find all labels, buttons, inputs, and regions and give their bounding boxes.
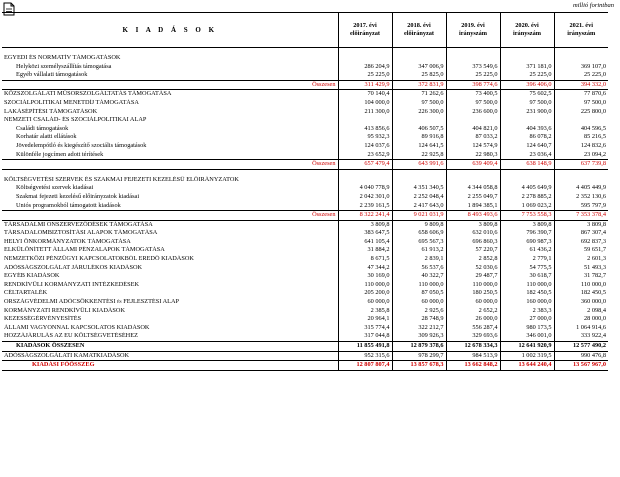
row-value: 236 600,0 xyxy=(446,108,500,117)
row-label: Szakmai fejezeti kezelésű előirányzatok kiadásai xyxy=(16,192,140,200)
row-label: Jövedelempótló és kiegészítő szociális támogatások xyxy=(16,141,147,149)
row-value: 396 406,0 xyxy=(500,80,554,90)
row-value: 658 606,9 xyxy=(392,229,446,238)
row-value: 31 782,7 xyxy=(554,272,608,281)
table-row xyxy=(2,307,608,316)
row-value: 47 344,2 xyxy=(338,264,392,273)
row-value: 25 825,0 xyxy=(392,71,446,80)
row-value: 25 225,0 xyxy=(500,71,554,80)
row-value: 12 678 334,3 xyxy=(446,342,500,352)
row-label: TÁRSADALMI ONSZERVEZŐDÉSEK TÁMOGATÁSA xyxy=(4,220,153,228)
row-value: 13 662 848,2 xyxy=(446,361,500,371)
row-value: 20 964,1 xyxy=(338,315,392,324)
table-row xyxy=(2,342,608,352)
row-value: 2 925,6 xyxy=(392,307,446,316)
row-value: 29 487,7 xyxy=(446,272,500,281)
row-label: ADÓSSÁGSZOLGÁLAT JÁRULÉKOS KIADÁSOK xyxy=(4,263,143,271)
row-label: Korhatár alatti ellátások xyxy=(16,133,77,141)
row-value: 2 252 048,4 xyxy=(392,193,446,202)
header-row xyxy=(2,13,608,48)
row-label: HOZZÁJÁRULÁS AZ EU KÖLTSÉGVETÉSÉHEZ xyxy=(4,332,138,340)
row-value: 110 000,0 xyxy=(392,281,446,290)
row-value: 413 856,6 xyxy=(338,125,392,134)
row-value: 56 537,6 xyxy=(392,264,446,273)
table-row xyxy=(2,63,608,72)
row-value: 3 809,8 xyxy=(446,220,500,229)
row-value: 639 409,4 xyxy=(446,160,500,170)
row-value: 23 036,4 xyxy=(500,151,554,160)
row-value: 226 300,0 xyxy=(392,108,446,117)
table-row xyxy=(2,272,608,281)
row-value: 87 033,2 xyxy=(446,133,500,142)
row-value: 60 000,0 xyxy=(392,298,446,307)
row-value: 77 870,6 xyxy=(554,90,608,99)
row-label: TÁRSADALOMBIZTOSÍTÁSI ALAPOK TÁMOGATÁSA xyxy=(4,229,158,237)
table-row xyxy=(2,54,608,63)
table-row xyxy=(2,193,608,202)
table-row xyxy=(2,238,608,247)
row-value: 71 262,6 xyxy=(392,90,446,99)
row-value: 404 821,0 xyxy=(446,125,500,134)
table-row xyxy=(2,184,608,193)
row-value: 4 405 449,9 xyxy=(554,184,608,193)
row-value: 4 040 778,9 xyxy=(338,184,392,193)
row-value: 28 748,9 xyxy=(392,315,446,324)
row-value: 124 641,5 xyxy=(392,142,446,151)
row-value: 97 500,0 xyxy=(554,99,608,108)
table-row xyxy=(2,99,608,108)
row-value: 333 922,4 xyxy=(554,332,608,341)
row-value: 70 140,4 xyxy=(338,90,392,99)
row-label: KEZESSÉGÉRVÉNYESÍTÉS xyxy=(4,315,82,323)
row-label: RENDKÍVÜLI KORMÁNYZATI INTÉZKEDÉSEK xyxy=(4,280,140,288)
row-label: EGYEDI ÉS NORMATÍV TÁMOGATÁSOK xyxy=(4,54,121,61)
row-value: 2 779,1 xyxy=(500,255,554,264)
row-value: 13 644 240,4 xyxy=(500,361,554,371)
table-row xyxy=(2,220,608,229)
row-value: 690 987,3 xyxy=(500,238,554,247)
row-label: Uniós programokból támogatott kiadások xyxy=(16,201,121,209)
table-row xyxy=(2,71,608,80)
row-value: 404 393,6 xyxy=(500,125,554,134)
row-value: 2 278 885,2 xyxy=(500,193,554,202)
row-value xyxy=(446,116,500,125)
row-value: 12 577 490,2 xyxy=(554,342,608,352)
row-value: 394 332,0 xyxy=(554,80,608,90)
table-row xyxy=(2,90,608,99)
unit-note: millió forintban xyxy=(573,2,614,9)
row-value: 23 652,9 xyxy=(338,151,392,160)
row-value: 52 030,6 xyxy=(446,264,500,273)
row-value: 692 837,3 xyxy=(554,238,608,247)
row-value: 346 001,0 xyxy=(500,332,554,341)
row-value: 95 932,3 xyxy=(338,133,392,142)
row-value: 23 094,2 xyxy=(554,151,608,160)
row-value: 4 405 649,9 xyxy=(500,184,554,193)
col-header-2019: 2019. évi irányszám xyxy=(446,13,500,48)
row-value: 182 450,5 xyxy=(500,289,554,298)
row-value: 124 832,6 xyxy=(554,142,608,151)
row-label: KÖLTSÉGVETÉSI SZERVEK ÉS SZAKMAI FEJEZETI KEZELÉSŰ ELŐIRÁNYZATOK xyxy=(4,175,239,183)
row-value: 31 884,2 xyxy=(338,246,392,255)
row-value: 27 000,0 xyxy=(500,315,554,324)
row-value: 211 300,0 xyxy=(338,108,392,117)
row-label: ADÓSSÁGSZOLGÁLATI KAMATKIADÁSOK xyxy=(4,351,130,359)
row-value: 796 390,7 xyxy=(500,229,554,238)
row-label: KIADÁSI FŐÖSSZEG xyxy=(2,361,338,371)
row-value: 2 239 161,5 xyxy=(338,202,392,211)
row-value: 696 860,3 xyxy=(446,238,500,247)
table-row xyxy=(2,116,608,125)
table-row xyxy=(2,281,608,290)
row-value: 2 383,3 xyxy=(500,307,554,316)
row-value xyxy=(392,116,446,125)
row-value: 124 037,6 xyxy=(338,142,392,151)
row-value: 978 299,7 xyxy=(392,351,446,361)
row-value xyxy=(554,54,608,63)
table-row xyxy=(2,125,608,134)
row-value: 317 044,8 xyxy=(338,332,392,341)
row-label: ÁLLAMI VAGYONNAL KAPCSOLATOS KIADÁSOK xyxy=(4,323,150,331)
expenditure-table xyxy=(2,12,608,371)
col-header-2017: 2017. évi előirányzat xyxy=(338,13,392,48)
row-label: Családi támogatások xyxy=(16,124,69,132)
row-value: 8 322 241,4 xyxy=(338,211,392,221)
row-value: 8 671,5 xyxy=(338,255,392,264)
table-row xyxy=(2,315,608,324)
row-value: 9 021 031,9 xyxy=(392,211,446,221)
table-row xyxy=(2,289,608,298)
row-value: 30 169,0 xyxy=(338,272,392,281)
row-value: 182 450,5 xyxy=(554,289,608,298)
row-value: 311 429,9 xyxy=(338,80,392,90)
row-label: KIADÁSOK ÖSSZESEN xyxy=(2,342,338,352)
row-value: 73 400,5 xyxy=(446,90,500,99)
row-value: 2 255 049,7 xyxy=(446,193,500,202)
row-value: 124 640,7 xyxy=(500,142,554,151)
row-value: 160 000,0 xyxy=(500,298,554,307)
row-value: 641 105,4 xyxy=(338,238,392,247)
row-value: 180 250,5 xyxy=(446,289,500,298)
col-header-2018: 2018. évi előirányzat xyxy=(392,13,446,48)
row-value xyxy=(392,176,446,185)
row-value: 110 000,0 xyxy=(500,281,554,290)
row-value: 1 002 319,5 xyxy=(500,351,554,361)
row-value: 86 078,2 xyxy=(500,133,554,142)
row-value: 3 809,8 xyxy=(554,220,608,229)
row-value: 2 042 301,0 xyxy=(338,193,392,202)
row-label: Összesen xyxy=(2,160,338,170)
row-value: 595 797,9 xyxy=(554,202,608,211)
row-value: 13 857 678,3 xyxy=(392,361,446,371)
row-value: 12 807 807,4 xyxy=(338,361,392,371)
row-value xyxy=(338,116,392,125)
table-row xyxy=(2,108,608,117)
row-value: 383 647,5 xyxy=(338,229,392,238)
row-value: 984 513,9 xyxy=(446,351,500,361)
row-value: 372 831,9 xyxy=(392,80,446,90)
row-label: ORSZÁGVÉDELMI ADÓCSÖKKENTÉSI és FEJLESZTÉSI ALAP xyxy=(4,298,180,306)
row-label: EGYÉB KIADÁSOK xyxy=(4,272,60,280)
row-value: 104 000,0 xyxy=(338,99,392,108)
row-value xyxy=(392,54,446,63)
row-label: Különféle jogcímen adott térítések xyxy=(16,150,104,158)
table-row xyxy=(2,361,608,371)
row-value: 638 148,9 xyxy=(500,160,554,170)
row-value: 231 900,0 xyxy=(500,108,554,117)
row-value: 406 507,5 xyxy=(392,125,446,134)
row-value: 2 852,8 xyxy=(446,255,500,264)
row-value: 110 000,0 xyxy=(554,281,608,290)
table-row xyxy=(2,151,608,160)
col-header-2021: 2021. évi irányszám xyxy=(554,13,608,48)
row-value xyxy=(500,116,554,125)
row-value: 124 574,9 xyxy=(446,142,500,151)
row-value: 60 000,0 xyxy=(446,298,500,307)
row-value: 7 753 558,3 xyxy=(500,211,554,221)
row-value: 97 500,0 xyxy=(500,99,554,108)
row-label: LAKÁSÉPÍTÉSI TÁMOGATÁSOK xyxy=(4,107,98,115)
table-row xyxy=(2,246,608,255)
row-value: 12 641 920,9 xyxy=(500,342,554,352)
table-row xyxy=(2,142,608,151)
table-row xyxy=(2,160,608,170)
row-value: 9 809,8 xyxy=(392,220,446,229)
row-value: 26 000,0 xyxy=(446,315,500,324)
row-label: Egyéb vállalati támogatások xyxy=(16,71,88,79)
row-value: 643 991,6 xyxy=(392,160,446,170)
row-value: 360 000,0 xyxy=(554,298,608,307)
row-value: 1 064 914,6 xyxy=(554,324,608,333)
row-value: 952 315,6 xyxy=(338,351,392,361)
row-value: 657 479,4 xyxy=(338,160,392,170)
row-value xyxy=(500,176,554,185)
row-value: 59 651,7 xyxy=(554,246,608,255)
row-value: 11 855 491,8 xyxy=(338,342,392,352)
row-value: 8 493 493,6 xyxy=(446,211,500,221)
row-value: 110 000,0 xyxy=(446,281,500,290)
row-value: 398 774,6 xyxy=(446,80,500,90)
row-value: 1 894 385,1 xyxy=(446,202,500,211)
table-row xyxy=(2,229,608,238)
row-value: 347 006,9 xyxy=(392,63,446,72)
row-label: CÉLTARTALÉK xyxy=(4,289,48,297)
row-value: 309 926,3 xyxy=(392,332,446,341)
row-value: 22 980,3 xyxy=(446,151,500,160)
table-row xyxy=(2,298,608,307)
row-value xyxy=(446,54,500,63)
row-label: KÖZSZOLGÁLATI MŰSORSZOLGÁLTATÁS TÁMOGATÁSA xyxy=(4,90,172,98)
row-value: 85 216,5 xyxy=(554,133,608,142)
row-value: 637 739,8 xyxy=(554,160,608,170)
row-value: 695 567,3 xyxy=(392,238,446,247)
row-value: 25 225,0 xyxy=(338,71,392,80)
table-row xyxy=(2,80,608,90)
row-label: HELYI ÖNKORMÁNYZATOK TÁMOGATÁSA xyxy=(4,237,131,245)
row-label: NEMZETKÖZI PÉNZÜGYI KAPCSOLATOKBÓL EREDŐ KIADÁSOK xyxy=(4,255,194,263)
row-value: 28 000,0 xyxy=(554,315,608,324)
row-value xyxy=(338,176,392,185)
row-value: 2 601,3 xyxy=(554,255,608,264)
row-label: KORMÁNYZATI RENDKÍVÜLI KIADÁSOK xyxy=(4,306,126,314)
row-label: ELKÜLÖNÍTETT ÁLLAMI PÉNZALAPOK TÁMOGATÁSA xyxy=(4,246,165,254)
row-value: 329 693,6 xyxy=(446,332,500,341)
row-label: NEMZETI CSALÁD- ÉS SZOCIÁLPOLITIKAI ALAP xyxy=(4,116,147,124)
row-value: 990 476,8 xyxy=(554,351,608,361)
row-value: 40 322,7 xyxy=(392,272,446,281)
row-value: 30 618,7 xyxy=(500,272,554,281)
table-row xyxy=(2,202,608,211)
table-title: K I A D Á S O K xyxy=(2,13,338,48)
row-value: 25 225,0 xyxy=(446,71,500,80)
row-value: 371 181,0 xyxy=(500,63,554,72)
row-value: 2 652,2 xyxy=(446,307,500,316)
row-value xyxy=(338,54,392,63)
row-value: 315 774,4 xyxy=(338,324,392,333)
row-value: 2 839,1 xyxy=(392,255,446,264)
row-value: 867 307,4 xyxy=(554,229,608,238)
row-value: 12 879 378,6 xyxy=(392,342,446,352)
row-value: 1 069 023,2 xyxy=(500,202,554,211)
row-value: 2 098,4 xyxy=(554,307,608,316)
table-row xyxy=(2,255,608,264)
row-value: 980 173,5 xyxy=(500,324,554,333)
row-value: 54 775,5 xyxy=(500,264,554,273)
row-value: 404 596,5 xyxy=(554,125,608,134)
row-value xyxy=(554,176,608,185)
row-value: 51 493,3 xyxy=(554,264,608,273)
row-label: Helyközi személyszállítás támogatása xyxy=(16,62,112,70)
table-row xyxy=(2,332,608,341)
table-row xyxy=(2,324,608,333)
row-value: 322 212,7 xyxy=(392,324,446,333)
row-value: 75 602,5 xyxy=(500,90,554,99)
table-row xyxy=(2,211,608,221)
row-value: 3 809,8 xyxy=(500,220,554,229)
table-row xyxy=(2,133,608,142)
row-label: Összesen xyxy=(2,211,338,221)
row-value: 632 010,6 xyxy=(446,229,500,238)
table-body xyxy=(2,48,608,371)
row-value: 61 436,2 xyxy=(500,246,554,255)
table-row xyxy=(2,176,608,185)
row-value: 3 809,8 xyxy=(338,220,392,229)
row-value: 2 385,8 xyxy=(338,307,392,316)
row-value: 369 107,0 xyxy=(554,63,608,72)
row-label: Összesen xyxy=(2,80,338,90)
col-header-2020: 2020. évi irányszám xyxy=(500,13,554,48)
row-value: 97 500,0 xyxy=(446,99,500,108)
row-value: 4 344 058,8 xyxy=(446,184,500,193)
row-value: 110 000,0 xyxy=(338,281,392,290)
row-value: 13 567 967,0 xyxy=(554,361,608,371)
row-value: 225 800,0 xyxy=(554,108,608,117)
row-value: 2 417 643,0 xyxy=(392,202,446,211)
row-label: SZOCIÁLPOLITIKAI MENETDÍJ TÁMOGATÁSA xyxy=(4,98,139,106)
row-value: 57 220,7 xyxy=(446,246,500,255)
row-value: 61 913,2 xyxy=(392,246,446,255)
row-value xyxy=(446,176,500,185)
row-value xyxy=(554,116,608,125)
row-value: 4 351 340,5 xyxy=(392,184,446,193)
row-value xyxy=(500,54,554,63)
table-row xyxy=(2,264,608,273)
row-label: Költségvetési szervek kiadásai xyxy=(16,184,94,192)
row-value: 7 353 378,4 xyxy=(554,211,608,221)
row-value: 205 200,0 xyxy=(338,289,392,298)
row-value: 2 352 130,6 xyxy=(554,193,608,202)
row-value: 89 916,8 xyxy=(392,133,446,142)
row-value: 286 204,9 xyxy=(338,63,392,72)
row-value: 556 287,4 xyxy=(446,324,500,333)
row-value: 373 549,6 xyxy=(446,63,500,72)
row-value: 87 050,5 xyxy=(392,289,446,298)
row-value: 22 925,8 xyxy=(392,151,446,160)
row-value: 25 225,0 xyxy=(554,71,608,80)
table-row xyxy=(2,351,608,361)
row-value: 97 500,0 xyxy=(392,99,446,108)
row-value: 60 000,0 xyxy=(338,298,392,307)
